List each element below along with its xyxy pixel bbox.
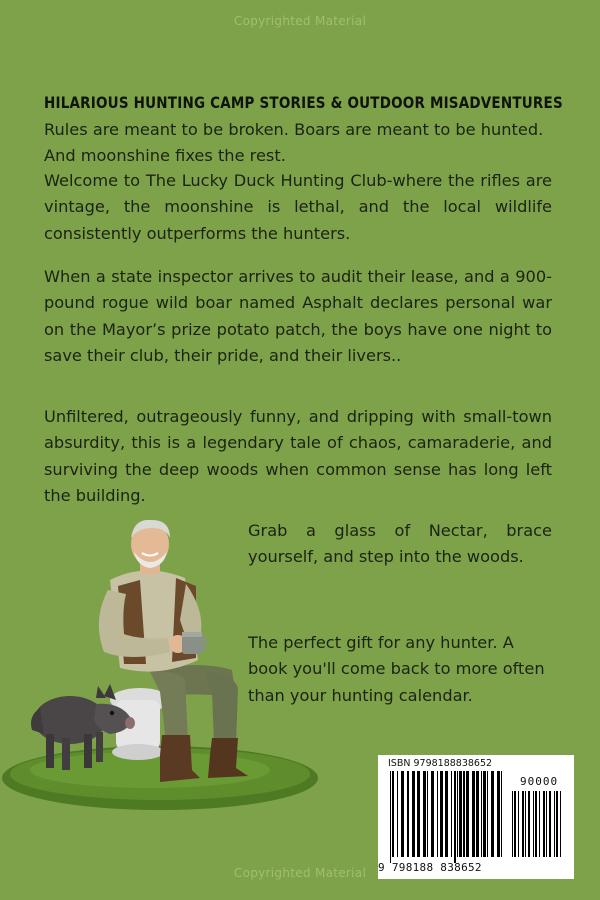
barcode-bar — [427, 771, 428, 857]
barcode-bar — [401, 771, 404, 857]
isbn-barcode — [378, 755, 574, 879]
hunter-boar-illustration — [0, 520, 330, 810]
isbn-digits-text: 9 798188 838652 — [378, 861, 482, 874]
barcode-bar — [491, 771, 494, 857]
blurb-paragraph-1: Rules are meant to be broken. Boars are meant to be hunted. And moonshine fixes the rest. — [44, 120, 544, 166]
blurb-paragraph-4: Unfiltered, outrageously funny, and dripping with small-town absurdity, this is a legendary tale of chaos, camaraderie, and surviving the deep woods when common sense has long left the building. — [44, 407, 552, 505]
barcode-bar — [457, 771, 458, 857]
barcode-bar — [440, 771, 443, 857]
barcode-bar — [390, 771, 391, 863]
barcode-bar — [481, 771, 482, 857]
blurb-paragraph-6: The perfect gift for any hunter. A book you'll come back to more often than your hunting calendar. — [248, 633, 545, 705]
price-bar — [533, 791, 534, 857]
price-bar — [528, 791, 530, 857]
price-bar — [535, 791, 537, 857]
barcode-bar — [472, 771, 475, 857]
price-bar — [556, 791, 558, 857]
price-bar — [546, 791, 547, 857]
blurb-paragraph-2: Welcome to The Lucky Duck Hunting Club-where the rifles are vintage, the moonshine is lethal, and the local wildlife consistently outperforms the hunters. — [44, 171, 552, 243]
barcode-bar — [497, 771, 500, 857]
barcode-bar — [417, 771, 420, 857]
barcode-bar — [392, 771, 394, 857]
cover-heading: HILARIOUS HUNTING CAMP STORIES & OUTDOOR MISADVENTURES — [44, 94, 563, 113]
barcode-bar — [483, 771, 486, 857]
price-bar — [539, 791, 540, 857]
price-bar — [549, 791, 551, 857]
blurb-paragraph-5: Grab a glass of Nectar, brace yourself, and step into the woods. — [248, 521, 552, 567]
barcode-bar — [454, 771, 456, 863]
barcode-bar — [451, 771, 452, 857]
price-bar — [512, 791, 513, 857]
barcode-bar — [397, 771, 398, 857]
price-code: 90000 — [520, 775, 559, 788]
barcode-bar — [437, 771, 438, 857]
price-bar — [522, 791, 524, 857]
barcode-bar — [423, 771, 426, 857]
price-bar — [560, 791, 561, 857]
price-bar — [525, 791, 526, 857]
barcode-bar — [476, 771, 479, 857]
watermark-bottom: Copyrighted Material — [233, 866, 367, 880]
blurb-paragraph-3: When a state inspector arrives to audit their lease, and a 900-pound rogue wild boar named Asphalt declares personal war on the Mayor’s prize potato patch, the boys have one night to save their club, their pride, and their livers.. — [44, 267, 552, 365]
watermark-top: Copyrighted Material — [233, 14, 367, 28]
price-bar — [514, 791, 516, 857]
barcode-bar — [459, 771, 462, 857]
price-bar — [554, 791, 555, 857]
barcode-bar — [463, 771, 465, 857]
barcode-bar — [445, 771, 448, 857]
price-bar — [518, 791, 519, 857]
barcode-bar — [412, 771, 415, 857]
barcode-bar — [466, 771, 469, 857]
price-bar — [543, 791, 545, 857]
barcode-bar — [487, 771, 488, 857]
isbn-label: ISBN 9798188838652 — [388, 758, 493, 769]
barcode-bar — [431, 771, 434, 857]
barcode-bar — [407, 771, 409, 857]
barcode-bar — [501, 771, 502, 857]
